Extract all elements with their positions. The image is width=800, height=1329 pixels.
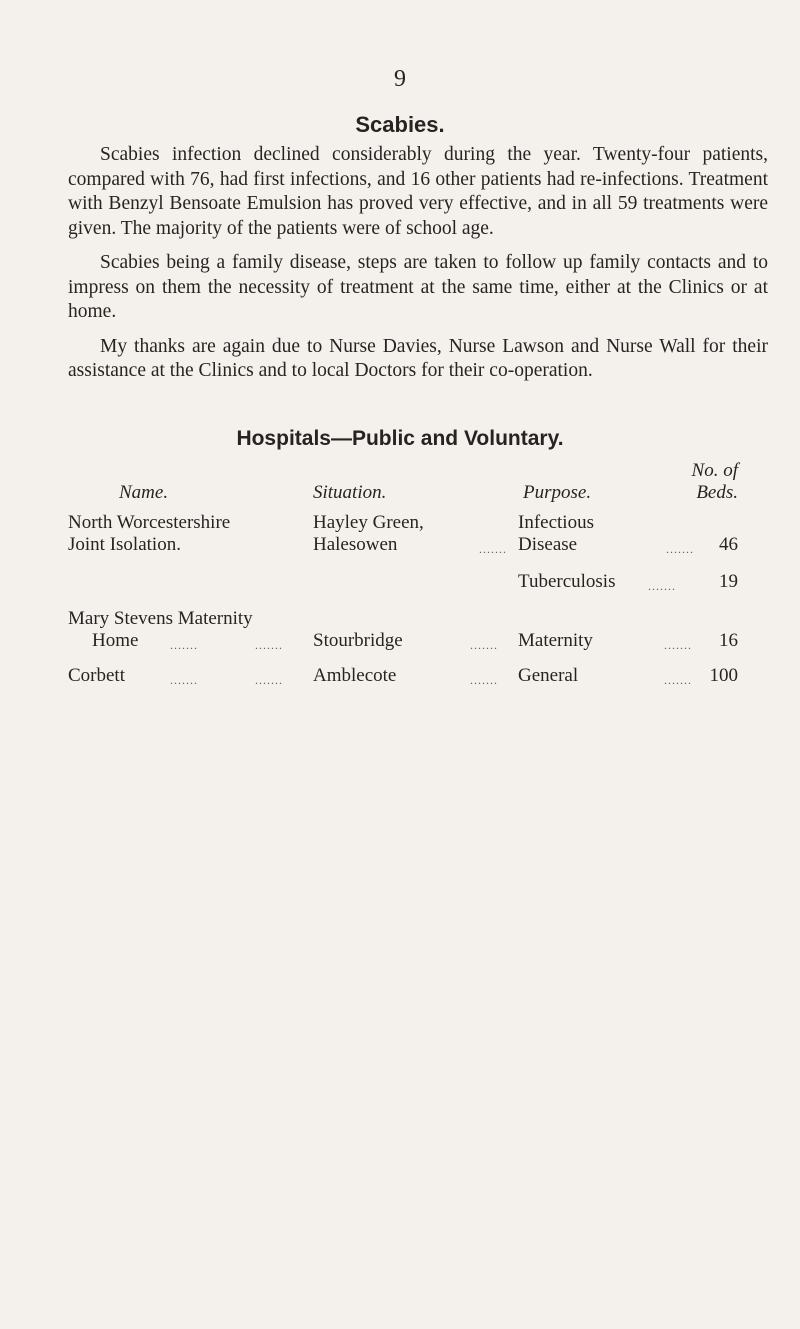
section-body (68, 143, 768, 394)
row4-purpose: General (518, 665, 579, 686)
row4-name-leader-b: ....... (255, 673, 283, 687)
column-header-name: Name. (119, 482, 169, 503)
row3-purpose-leader: ....... (664, 638, 692, 652)
row3-beds: 16 (719, 630, 738, 651)
hospitals-table (0, 460, 800, 770)
row4-situation: Amblecote (313, 665, 397, 686)
table-title: Hospitals—Public and Voluntary. (236, 427, 564, 450)
row2-purpose-leader: ....... (648, 579, 676, 593)
row4-beds: 100 (709, 665, 738, 686)
row4-purpose-leader: ....... (664, 673, 692, 687)
page-number: 9 (394, 66, 406, 92)
row3-name-leader-a: ....... (170, 638, 198, 652)
row1-purpose-leader: ....... (666, 542, 694, 556)
column-header-beds-line1: No. of (691, 460, 738, 481)
row1-purpose-line1: Infectious (518, 512, 594, 533)
row1-name-line2: Joint Isolation. (68, 534, 181, 555)
section-title: Scabies. (355, 112, 445, 137)
column-header-purpose: Purpose. (523, 482, 592, 503)
paragraph-thanks: My thanks are again due to Nurse Davies, Nurse Lawson and Nurse Wall for their assistance at the Clinics and to local Doctors for their co-operation. (68, 335, 768, 381)
row3-purpose: Maternity (518, 630, 593, 651)
row3-situation: Stourbridge (313, 630, 403, 651)
row1-situation-line2: Halesowen (313, 534, 398, 555)
paragraph-scabies-infection: Scabies infection declined considerably during the year. Twenty-four patients, compared with 76, had first infections, and 16 other patients had re-infections. Treatment with Benzyl Bensoate Emulsion has proved very effective, and in all 59 treatments were given. The majority of the patients were of school age. (68, 144, 768, 239)
column-header-situation: Situation. (313, 482, 387, 503)
row1-name-line1: North Worcestershire (68, 512, 231, 533)
row3-name-line2: Home (92, 630, 139, 651)
row4-name-leader-a: ....... (170, 673, 198, 687)
row2-beds: 19 (719, 571, 738, 592)
row4-situation-leader: ....... (470, 673, 498, 687)
row1-situation-leader: ....... (479, 542, 507, 556)
column-header-beds-line2: Beds. (696, 482, 738, 503)
row1-beds: 46 (719, 534, 738, 555)
row1-situation-line1: Hayley Green, (313, 512, 424, 533)
row3-name-leader-b: ....... (255, 638, 283, 652)
paragraph-family-disease: Scabies being a family disease, steps are taken to follow up family contacts and to impress on them the necessity of treatment at the same time, either at the Clinics or at home. (68, 252, 768, 322)
row3-name-line1: Mary Stevens Maternity (68, 608, 253, 629)
row4-name: Corbett (68, 665, 125, 686)
row2-purpose: Tuberculosis (518, 571, 616, 592)
row1-purpose-line2: Disease (518, 534, 578, 555)
row3-situation-leader: ....... (470, 638, 498, 652)
